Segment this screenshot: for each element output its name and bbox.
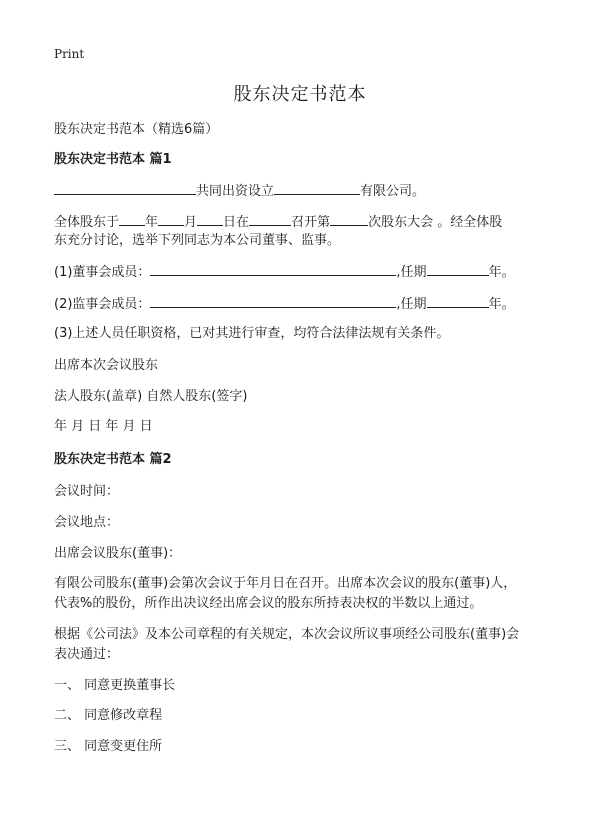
board-members-line: (1)董事会成员： ,任期 年。 <box>54 261 515 283</box>
month-blank <box>158 211 184 226</box>
attending-shareholders-line: 出席本次会议股东 <box>54 358 159 373</box>
year-blank <box>119 211 145 226</box>
section-1-heading: 股东决定书范本 篇1 <box>54 152 172 167</box>
location-blank <box>249 211 291 226</box>
supervisor-term-blank <box>427 293 489 308</box>
resolution-item: 一、 同意更换董事长 <box>54 678 176 693</box>
page-title: 股东决定书范本 <box>233 84 367 105</box>
date-line: 年 月 日 年 月 日 <box>54 419 153 434</box>
attendees-line: 出席会议股东(董事)： <box>54 546 182 561</box>
session-number-blank <box>330 211 368 226</box>
company-name-blank <box>274 180 360 195</box>
qualification-line: (3)上述人员任职资格，已对其进行审查，均符合法律法规有关条件。 <box>54 326 450 341</box>
print-link[interactable]: Print <box>54 47 85 61</box>
shareholders-blank <box>54 180 196 195</box>
meeting-purpose-line: 东充分讨论，选举下列同志为本公司董事、监事。 <box>54 233 341 248</box>
section-2-heading: 股东决定书范本 篇2 <box>54 452 172 467</box>
day-blank <box>197 211 223 226</box>
resolution-item: 二、 同意修改章程 <box>54 708 163 723</box>
document-subtitle: 股东决定书范本（精选6篇） <box>54 122 219 137</box>
resolution-intro-line-1: 根据《公司法》及本公司章程的有关规定，本次会议所议事项经公司股东(董事)会 <box>54 627 520 642</box>
supervisors-line: (2)监事会成员： ,任期 年。 <box>54 293 515 315</box>
resolution-item: 三、 同意变更住所 <box>54 739 163 754</box>
board-term-blank <box>427 261 489 276</box>
meeting-summary-line-2: 代表%的股份，所作出决议经出席会议的股东所持表决权的半数以上通过。 <box>54 596 483 611</box>
meeting-summary-line-1: 有限公司股东(董事)会第次会议于年月日在召开。出席本次会议的股东(董事)人， <box>54 576 517 591</box>
meeting-place-line: 会议地点： <box>54 515 120 530</box>
company-formation-line: 共同出资设立 有限公司。 <box>54 180 425 202</box>
supervisors-blank <box>150 293 396 308</box>
signature-line: 法人股东(盖章) 自然人股东(签字) <box>54 389 248 404</box>
board-members-blank <box>150 261 396 276</box>
resolution-intro-line-2: 表决通过： <box>54 647 120 662</box>
meeting-time-line: 会议时间： <box>54 484 120 499</box>
meeting-date-line: 全体股东于 年 月 日在 召开第 次股东大会 。经全体股 <box>54 211 502 233</box>
